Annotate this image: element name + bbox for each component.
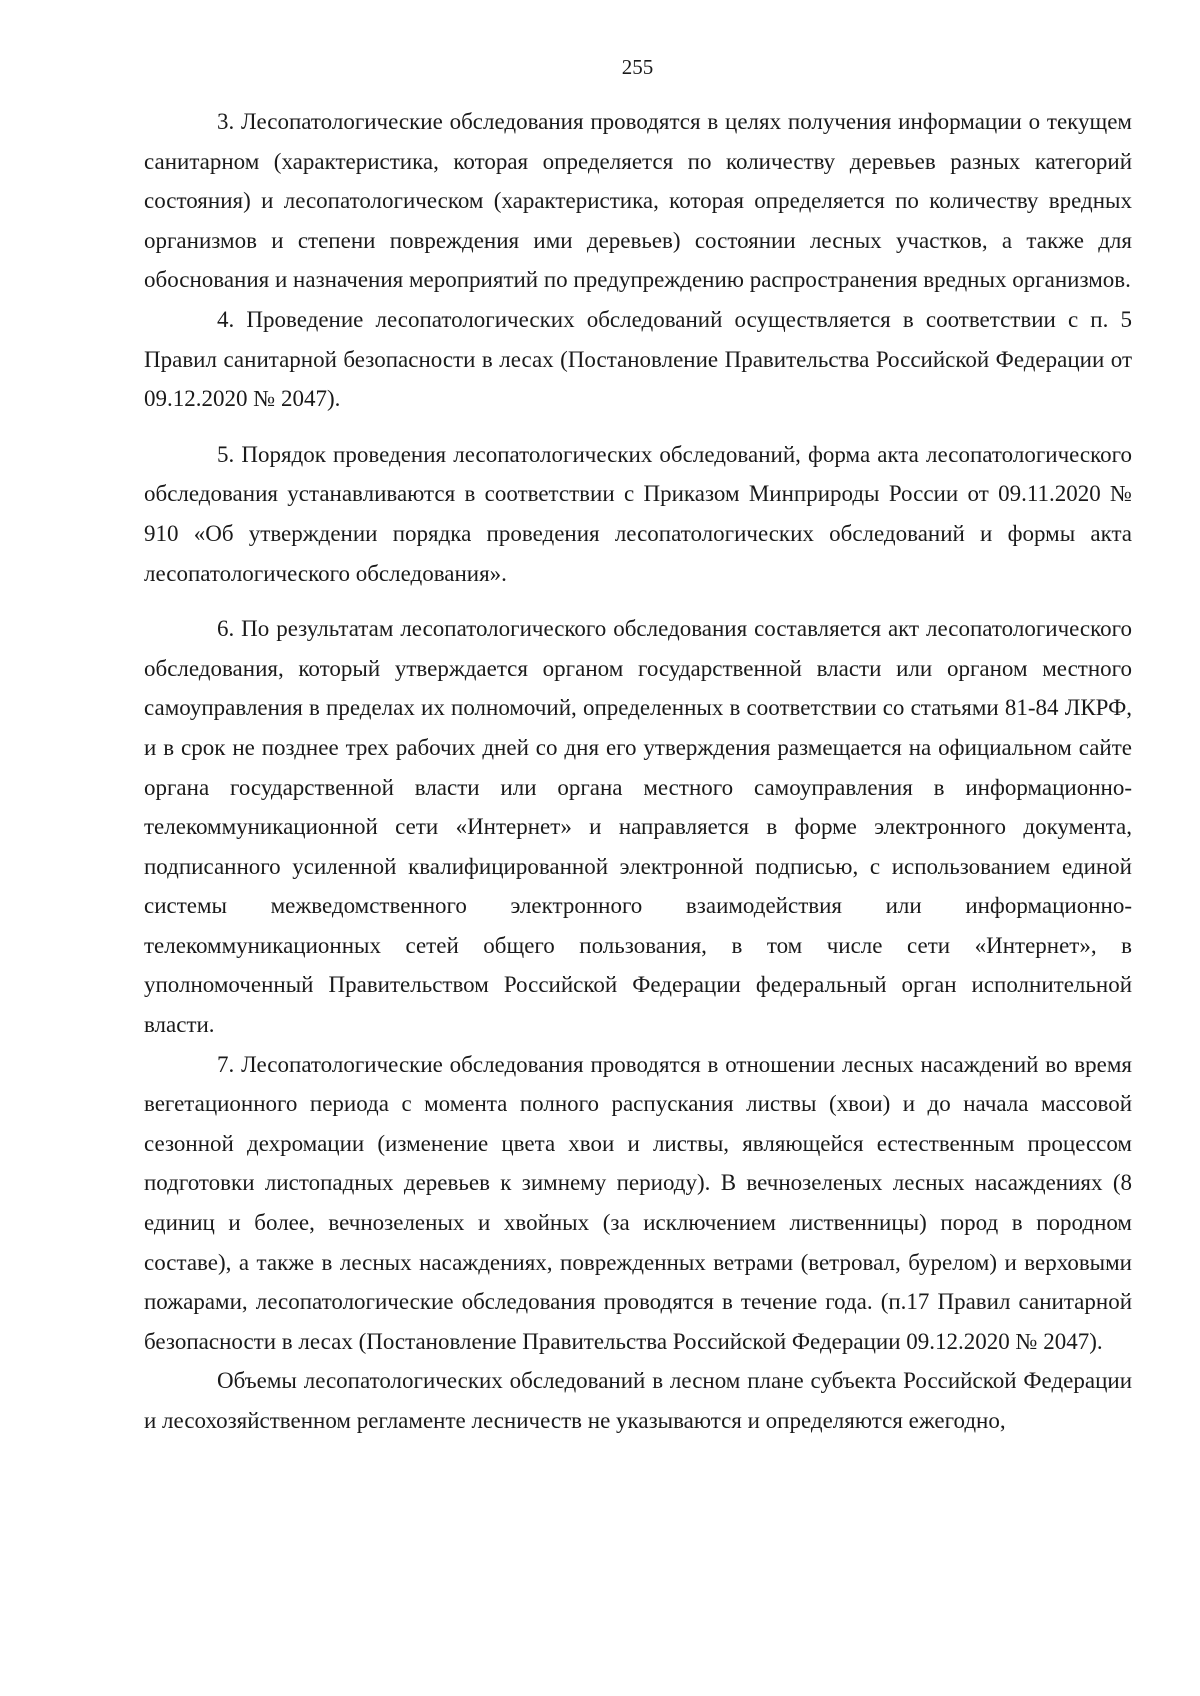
paragraph-spacer [144,419,1132,435]
paragraph-6: 6. По результатам лесопатологического обследования составляется акт лесопатологического обследования, который утверждается органом государственной власти или органом местного самоуправления в пределах их полномочий, определенных в соответствии со статьями 81-84 ЛКРФ, и в срок не позднее трех рабочих дней со дня его утверждения размещается на официальном сайте органа государственной власти или органа местного самоуправления в информационно-телекоммуникационной сети «Интернет» и направляется в форме электронного документа, подписанного усиленной квалифицированной электронной подписью, с использованием единой системы межведомственного электронного взаимодействия или информационно-телекоммуникационных сетей общего пользования, в том числе сети «Интернет», в уполномоченный Правительством Российской Федерации федеральный орган исполнительной власти. [144,616,1132,1038]
paragraph-4: 4. Проведение лесопатологических обследований осуществляется в соответствии с п. 5 Правил санитарной безопасности в лесах (Постановление Правительства Российской Федерации от 09.12.2020 № 2047). [144,306,1132,412]
paragraph-3: 3. Лесопатологические обследования проводятся в целях получения информации о текущем санитарном (характеристика, которая определяется по количеству деревьев разных категорий состояния) и лесопатологическом (характеристика, которая определяется по количеству вредных организмов и степени повреждения ими деревьев) состоянии лесных участков, а также для обоснования и назначения мероприятий по предупреждению распространения вредных организмов. [144,109,1132,293]
paragraph-7: 7. Лесопатологические обследования проводятся в отношении лесных насаждений во время вегетационного периода с момента полного распускания листвы (хвои) и до начала массовой сезонной дехромации (изменение цвета хвои и листвы, являющейся естественным процессом подготовки листопадных деревьев к зимнему периоду). В вечнозеленых лесных насаждениях (8 единиц и более, вечнозеленых и хвойных (за исключением лиственницы) пород в породном составе), а также в лесных насаждениях, поврежденных ветрами (ветровал, бурелом) и верховыми пожарами, лесопатологические обследования проводятся в течение года. (п.17 Правил санитарной безопасности в лесах (Постановление Правительства Российской Федерации 09.12.2020 № 2047). [144,1051,1132,1354]
page-number: 255 [621,55,654,79]
paragraph-5: 5. Порядок проведения лесопатологических обследований, форма акта лесопатологического обследования устанавливаются в соответствии с Приказом Минприроды России от 09.11.2020 № 910 «Об утверждении порядка проведения лесопатологических обследований и формы акта лесопатологического обследования». [144,441,1132,586]
paragraph-volumes: Объемы лесопатологических обследований в лесном плане субъекта Российской Федерации и лесохозяйственном регламенте лесничеств не указываются и определяются ежегодно, [144,1368,1132,1433]
paragraph-spacer [144,593,1132,609]
document-body [144,102,1132,1441]
